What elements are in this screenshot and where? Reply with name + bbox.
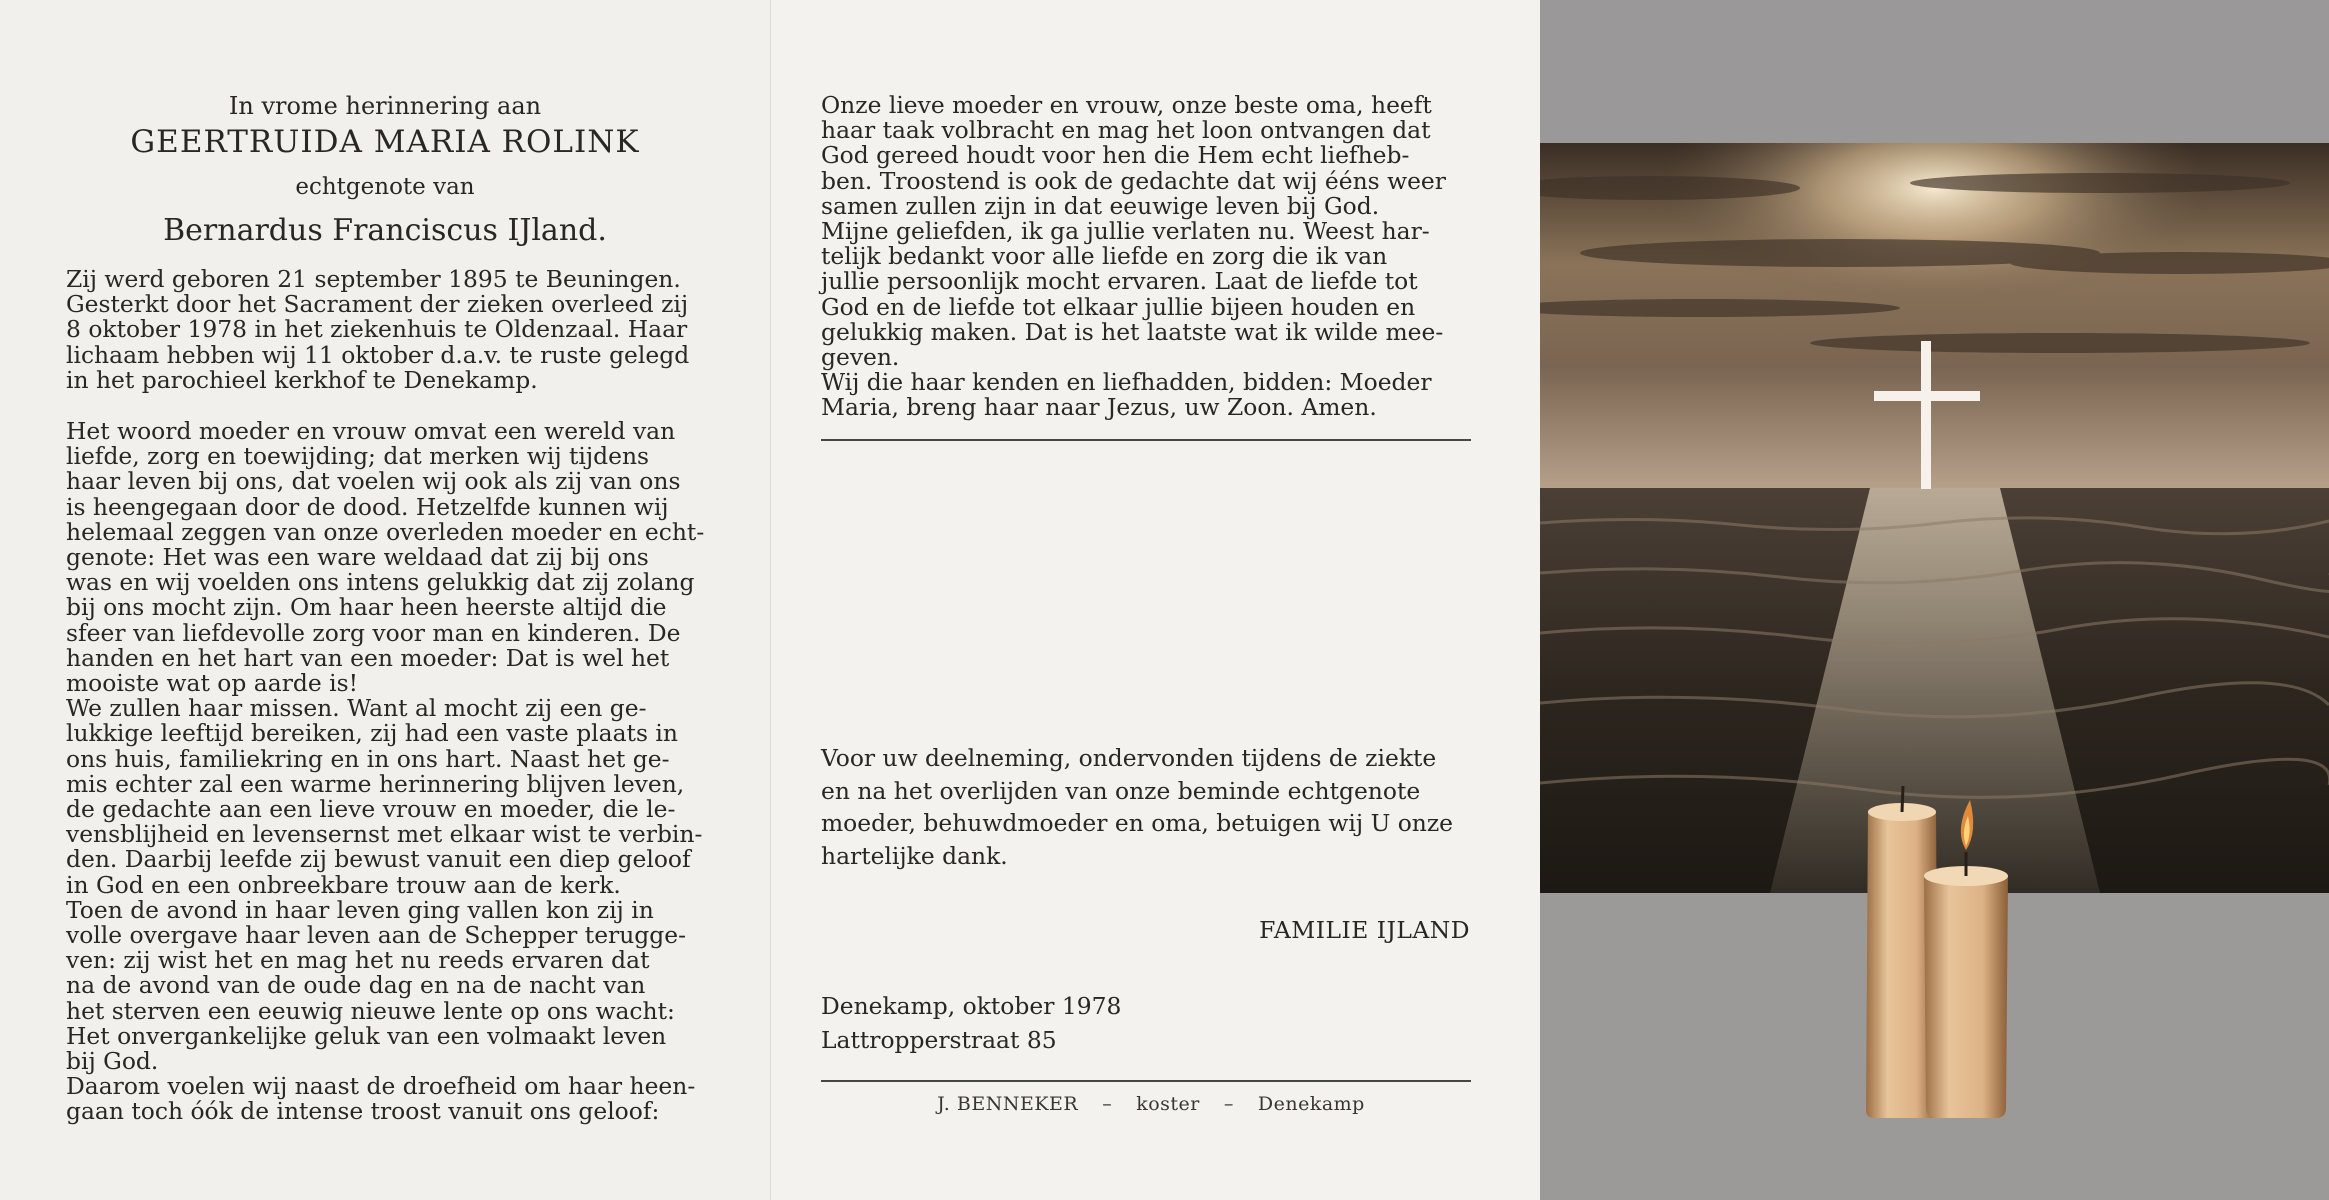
- sunset-sea-image: [1540, 143, 2329, 893]
- grey-band-bottom: [1540, 890, 2329, 1200]
- family-signature: FAMILIE IJLAND: [1259, 916, 1470, 944]
- text-line: gelukkig maken. Dat is het laatste wat ik wilde mee-: [821, 317, 1444, 346]
- printer-name: J. BENNEKER: [937, 1093, 1079, 1115]
- text-line: geven.: [821, 343, 900, 372]
- address: Lattropperstraat 85: [821, 1026, 1057, 1054]
- birth-death-paragraph: [66, 267, 716, 393]
- text-line: 8 oktober 1978 in het ziekenhuis te Oldenzaal. Haar: [66, 315, 688, 344]
- text-line: Maria, breng haar naar Jezus, uw Zoon. Amen.: [821, 393, 1377, 422]
- middle-card-panel: [770, 0, 1540, 1200]
- text-line: helemaal zeggen van onze overleden moeder en echt-: [66, 517, 705, 546]
- text-line: mis echter zal een warme herinnering blijven leven,: [66, 769, 685, 798]
- front-cover-panel: [1540, 0, 2329, 1200]
- text-line: de gedachte aan een lieve vrouw en moeder, die le-: [66, 795, 676, 824]
- text-line: Voor uw deelneming, ondervonden tijdens de ziekte: [821, 744, 1437, 772]
- text-line: den. Daarbij leefde zij bewust vanuit een diep geloof: [66, 845, 691, 874]
- text-line: telijk bedankt voor alle liefde en zorg die ik van: [821, 242, 1388, 271]
- text-line: lichaam hebben wij 11 oktober d.a.v. te ruste gelegd: [66, 340, 690, 369]
- text-line: en na het overlijden van onze beminde echtgenote: [821, 776, 1421, 805]
- text-line: mooiste wat op aarde is!: [66, 669, 359, 698]
- text-line: bij God.: [66, 1047, 159, 1076]
- text-line: volle overgave haar leven aan de Schepper terugge-: [66, 921, 686, 950]
- text-line: vensblijheid en levensernst met elkaar wist te verbin-: [66, 820, 703, 849]
- printer-role: koster: [1136, 1093, 1200, 1115]
- memorial-intro: In vrome herinnering aan: [228, 92, 542, 120]
- text-line: God gereed houdt voor hen die Hem echt liefheb-: [821, 141, 1410, 170]
- text-line: was en wij voelden ons intens gelukkig dat zij zolang: [66, 568, 695, 597]
- text-line: handen en het hart van een moeder: Dat is wel het: [66, 643, 670, 672]
- text-line: Mijne geliefden, ik ga jullie verlaten nu. Weest har-: [821, 217, 1430, 246]
- divider: [821, 439, 1471, 441]
- printer-town: Denekamp: [1257, 1093, 1365, 1115]
- text-line: haar leven bij ons, dat voelen wij ook als zij van ons: [66, 467, 681, 496]
- text-line: jullie persoonlijk mocht ervaren. Laat de liefde tot: [821, 267, 1418, 296]
- text-line: liefde, zorg en toewijding; dat merken wij tijdens: [66, 442, 650, 471]
- spouse-intro: echtgenote van: [295, 174, 475, 200]
- text-line: Daarom voelen wij naast de droefheid om haar heen-: [66, 1072, 696, 1101]
- text-line: bij ons mocht zijn. Om haar heen heerste altijd die: [66, 593, 667, 622]
- text-line: Wij die haar kenden en liefhadden, bidden: Moeder: [821, 368, 1432, 397]
- text-line: genote: Het was een ware weldaad dat zij bij ons: [66, 543, 649, 572]
- text-line: samen zullen zijn in dat eeuwige leven bij God.: [821, 191, 1380, 220]
- text-line: ons huis, familiekring en in ons hart. Naast het ge-: [66, 744, 670, 773]
- prayer-paragraph: [821, 93, 1471, 421]
- text-line: moeder, behuwdmoeder en oma, betuigen wij U onze: [821, 809, 1454, 837]
- grey-band-top: [1540, 0, 2329, 145]
- text-line: Onze lieve moeder en vrouw, onze beste oma, heeft: [821, 91, 1432, 119]
- divider: [821, 1080, 1471, 1082]
- text-line: Zij werd geboren 21 september 1895 te Beuningen.: [66, 265, 681, 293]
- text-line: haar taak volbracht en mag het loon ontvangen dat: [821, 116, 1431, 145]
- separator: –: [1223, 1093, 1234, 1115]
- printer-credit: [771, 1093, 1531, 1115]
- text-line: in het parochieel kerkhof te Denekamp.: [66, 365, 538, 394]
- eulogy-paragraph: [66, 419, 716, 1125]
- text-line: Het woord moeder en vrouw omvat een wereld van: [66, 417, 676, 445]
- text-line: gaan toch óók de intense troost vanuit ons geloof:: [66, 1097, 660, 1126]
- deceased-name: GEERTRUIDA MARIA ROLINK: [130, 124, 640, 160]
- text-line: in God en een onbreekbare trouw aan de kerk.: [66, 870, 621, 899]
- text-line: We zullen haar missen. Want al mocht zij een ge-: [66, 694, 647, 723]
- text-line: Gesterkt door het Sacrament der zieken overleed zij: [66, 290, 689, 319]
- text-line: ven: zij wist het en mag het nu reeds ervaren dat: [66, 946, 650, 975]
- text-line: Toen de avond in haar leven ging vallen kon zij in: [66, 895, 654, 924]
- place-date: Denekamp, oktober 1978: [821, 992, 1122, 1020]
- text-line: het sterven een eeuwig nieuwe lente op ons wacht:: [66, 996, 675, 1025]
- text-line: God en de liefde tot elkaar jullie bijeen houden en: [821, 292, 1416, 321]
- text-line: hartelijke dank.: [821, 841, 1008, 870]
- separator: –: [1102, 1093, 1113, 1115]
- thanks-paragraph: [821, 742, 1471, 872]
- text-line: Het onvergankelijke geluk van een volmaakt leven: [66, 1021, 667, 1050]
- spouse-name: Bernardus Franciscus IJland.: [163, 213, 607, 248]
- text-line: na de avond van de oude dag en na de nacht van: [66, 971, 646, 1000]
- text-line: lukkige leeftijd bereiken, zij had een vaste plaats in: [66, 719, 678, 748]
- text-line: sfeer van liefdevolle zorg voor man en kinderen. De: [66, 618, 681, 647]
- text-line: ben. Troostend is ook de gedachte dat wij ééns weer: [821, 166, 1446, 195]
- text-line: is heengegaan door de dood. Hetzelfde kunnen wij: [66, 492, 669, 521]
- left-card-panel: [0, 0, 770, 1200]
